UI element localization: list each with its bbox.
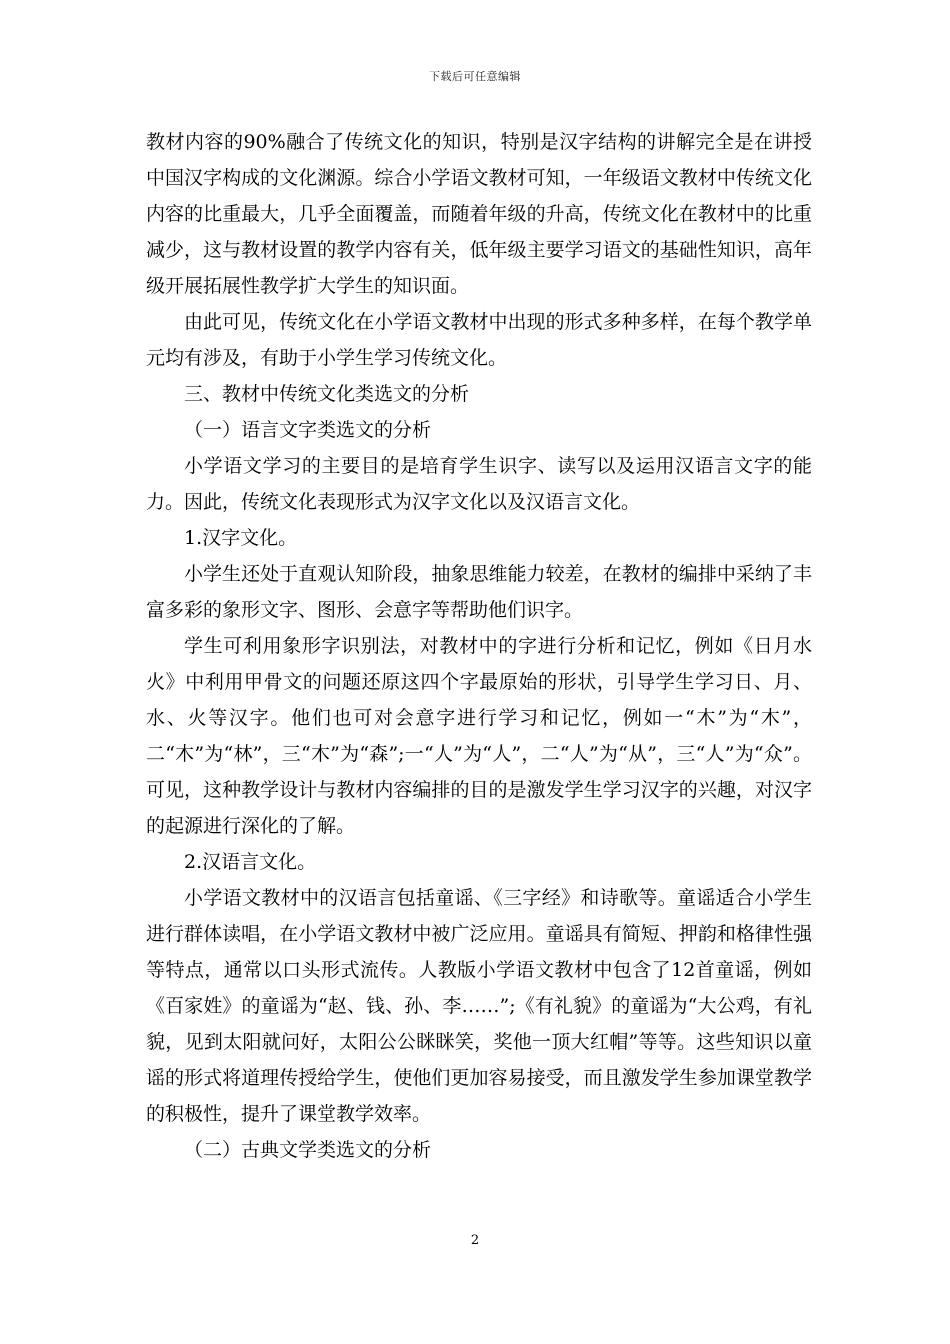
subsection-heading: （二）古典文学类选文的分析 [184,1139,432,1161]
paragraph-body: 小学生还处于直观认知阶段，抽象思维能力较差，在教材的编排中采纳了丰富多彩的象形文字、图形、会意字等帮助他们识字。 [146,563,812,621]
item-heading: 1.汉字文化。 [184,527,298,549]
document-body [146,124,812,1168]
paragraph-body: 小学语文学习的主要目的是培育学生识字、读写以及运用汉语言文字的能力。因此，传统文化表现形式为汉字文化以及汉语言文化。 [146,455,812,513]
subsection-heading: （一）语言文字类选文的分析 [184,419,432,441]
page-header: 下载后可任意编辑 [429,70,521,83]
paragraph-continuation: 教材内容的90%融合了传统文化的知识，特别是汉字结构的讲解完全是在讲授中国汉字构成的文化渊源。综合小学语文教材可知，一年级语文教材中传统文化内容的比重最大，几乎全面覆盖，而随着年级的升高，传统文化在教材中的比重减少，这与教材设置的教学内容有关，低年级主要学习语文的基础性知识，高年级开展拓展性教学扩大学生的知识面。 [146,131,812,297]
paragraph-body: 学生可利用象形字识别法，对教材中的字进行分析和记忆，例如《日月水火》中利用甲骨文的问题还原这四个字最原始的形状，引导学生学习日、月、水、火等汉字。他们也可对会意字进行学习和记忆，例如一“木”为“木”，二“木”为“林”，三“木”为“森”;一“人”为“人”，二“人”为“从”，三“人”为“众”。可见，这种教学设计与教材内容编排的目的是激发学生学习汉字的兴趣，对汉字的起源进行深化的了解。 [146,635,812,837]
paragraph-body: 小学语文教材中的汉语言包括童谣、《三字经》和诗歌等。童谣适合小学生进行群体读唱，在小学语文教材中被广泛应用。童谣具有简短、押韵和格律性强等特点，通常以口头形式流传。人教版小学语文教材中包含了12首童谣，例如《百家姓》的童谣为“赵、钱、孙、李……”;《有礼貌》的童谣为“大公鸡，有礼貌，见到太阳就问好，太阳公公眯眯笑，奖他一顶大红帽”等等。这些知识以童谣的形式将道理传授给学生，使他们更加容易接受，而且激发学生参加课堂教学的积极性，提升了课堂教学效率。 [146,887,812,1125]
section-heading: 三、教材中传统文化类选文的分析 [184,383,470,405]
paragraph-summary: 由此可见，传统文化在小学语文教材中出现的形式多种多样，在每个教学单元均有涉及，有助于小学生学习传统文化。 [146,311,812,369]
item-heading: 2.汉语言文化。 [184,851,317,873]
page-number: 2 [470,1233,480,1248]
